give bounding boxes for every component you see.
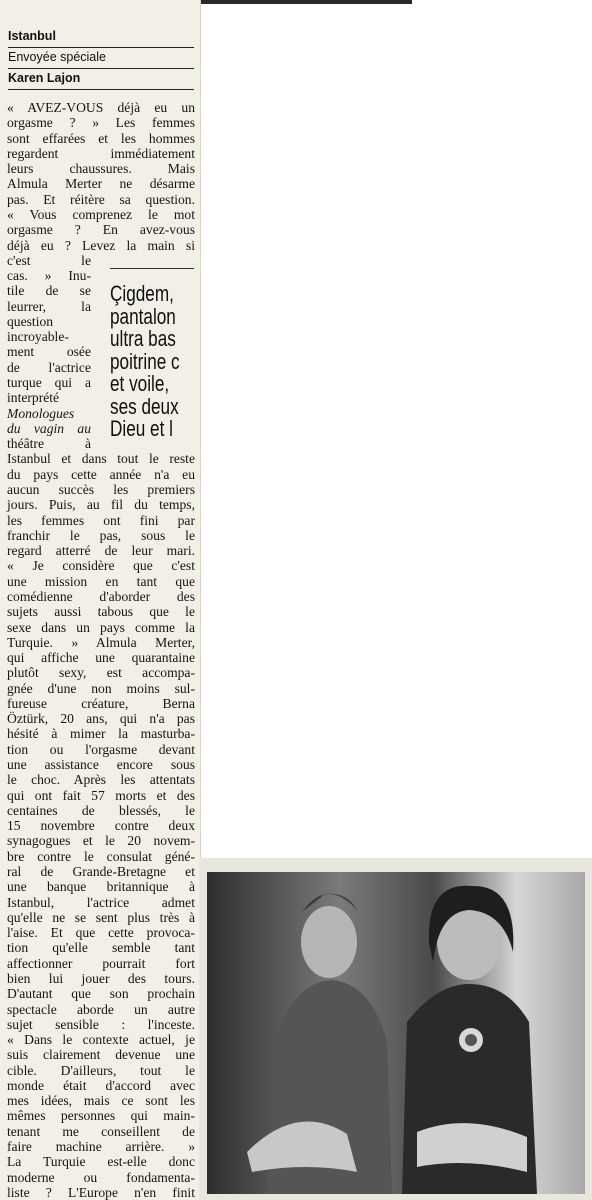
article-line: « Dans le contexte actuel, je [7, 1032, 195, 1048]
article-line: « Je considère que c'est [7, 558, 195, 574]
article-line: mes idées, mais ce sont les [7, 1093, 195, 1109]
article-line: une assistance encore sous [7, 757, 195, 773]
article-line: D'autant que son prochain [7, 986, 195, 1002]
article-line: synagogues et le 20 novem- [7, 833, 195, 849]
article-line: tile de se [7, 283, 91, 299]
article-line: franchir le pas, sous le [7, 527, 195, 543]
article-line: question [7, 313, 54, 329]
article-line: qui ont fait 57 morts et des [7, 787, 195, 803]
byline-author: Karen Lajon [8, 70, 194, 90]
article-line: du vagin au [7, 420, 91, 436]
article-line: les femmes ont fini par [7, 512, 195, 528]
article-line: bre contre le consulat géné- [7, 848, 195, 864]
pull-quote-line: Dieu et l [110, 416, 173, 440]
article-line: comédienne d'aborder des [7, 588, 195, 604]
article-line: 15 novembre contre deux [7, 818, 195, 834]
article-line: tenant me conseillent de [7, 1123, 195, 1139]
article-line: Monologues [7, 405, 75, 421]
article-line: sexe dans un pays comme la [7, 619, 195, 635]
article-line: tion ou l'orgasme devant [7, 741, 195, 757]
article-line: interprété [7, 390, 60, 406]
article-line: centaines de blessés, le [7, 802, 195, 818]
photo-clipping [199, 858, 592, 1200]
article-line: orgasme ? » Les femmes [7, 115, 195, 131]
article-line: tion qu'elle semble tant [7, 940, 195, 956]
article-line: l'aise. Et que cette provoca- [7, 925, 195, 941]
article-line: incroyable- [7, 329, 69, 345]
article-line: hésité à mimer la masturba- [7, 726, 195, 742]
pull-quote-line: poitrine c [110, 348, 180, 374]
article-line: La Turquie est-elle donc [7, 1154, 195, 1170]
article-line: faire machine arrière. » [7, 1139, 195, 1155]
pull-quote-line: ses deux [110, 393, 179, 419]
article-line: Almula Merter ne désarme [7, 176, 195, 192]
article-line: monde était d'accord avec [7, 1077, 195, 1093]
article-line: ment osée [7, 344, 91, 360]
article-line: « AVEZ-VOUS déjà eu un [7, 100, 195, 115]
article-line: une banque britannique à [7, 879, 195, 895]
article-line: ral de Grande-Bretagne et [7, 864, 195, 879]
article-line: sont effarées et les hommes [7, 130, 195, 146]
article-line: qui affiche une quarantaine [7, 650, 195, 666]
article-line: affectionner pourrait fort [7, 955, 195, 971]
article-line: leurs chaussures. Mais [7, 161, 195, 177]
article-line: Istanbul et dans tout le reste [7, 451, 195, 467]
article-line: pas. Et réitère sa question. [7, 191, 195, 207]
article-line: leurrer, la [7, 298, 91, 314]
article-line: suis clairement devenue une [7, 1047, 195, 1063]
article-line: turque qui a [7, 375, 91, 391]
article-line: gnée d'une non moins sul- [7, 680, 195, 696]
article-line: déjà eu ? Levez la main si [7, 237, 195, 253]
article-line: regard atterré de leur mari. [7, 543, 195, 559]
byline-role: Envoyée spéciale [8, 49, 194, 69]
article-line: moderne ou fondamenta- [7, 1169, 195, 1185]
article-line: Istanbul, l'actrice admet [7, 894, 195, 910]
article-line: bien lui jouer des tours. [7, 970, 195, 986]
article-line: « Vous comprenez le mot [7, 206, 195, 222]
article-line: Öztürk, 20 ans, qui n'a pas [7, 711, 195, 727]
article-line: jours. Puis, au fil du temps, [7, 497, 195, 513]
photo-two-women [207, 872, 585, 1194]
article-line: aucun succès les premiers [7, 482, 195, 497]
article-line: de l'actrice [7, 359, 91, 375]
pull-quote-line: ultra bas [110, 326, 176, 351]
pull-quote-line: pantalon [110, 303, 176, 329]
article-line: Turquie. » Almula Merter, [7, 634, 195, 650]
article-line: cible. D'ailleurs, tout le [7, 1062, 195, 1078]
photo-illustration [207, 872, 585, 1194]
article-line: c'est le [7, 252, 91, 268]
article-line: fureuse créature, Berna [7, 695, 195, 711]
article-line: regardent immédiatement [7, 145, 195, 161]
article-line: une mission en tant que [7, 573, 195, 589]
article-line: sujets aussi tabous que le [7, 604, 195, 620]
article-line: théâtre à [7, 436, 91, 452]
pull-quote [100, 268, 200, 440]
article-line: spectacle aborde un autre [7, 1001, 195, 1017]
article-line: orgasme ? En avez-vous [7, 222, 195, 238]
pull-quote-line: Çigdem, [110, 281, 174, 306]
article-line: du pays cette année n'a eu [7, 466, 195, 482]
article-line: le choc. Après les attentats [7, 772, 195, 788]
article-line: liste ? L'Europe n'en finit [7, 1184, 195, 1200]
article-line: qu'elle ne se sent plus très à [7, 909, 195, 925]
pull-quote-line: et voile, [110, 371, 170, 396]
newspaper-clipping [0, 0, 200, 1200]
article-line: sujet sensible : l'inceste. [7, 1016, 195, 1032]
article-line: mêmes personnes qui main- [7, 1108, 195, 1124]
article-line: cas. » Inu- [7, 268, 91, 284]
article-line: plutôt sexy, est accompa- [7, 665, 195, 681]
dateline-location: Istanbul [8, 28, 194, 48]
